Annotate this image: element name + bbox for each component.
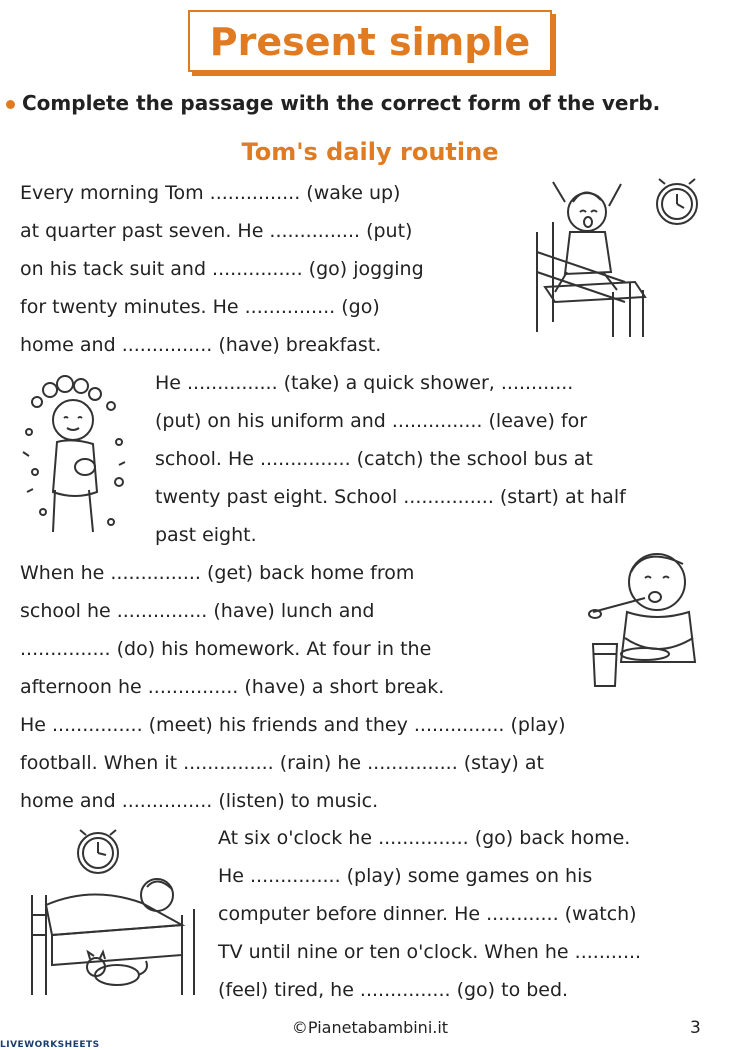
- liveworksheets-watermark: LIVEWORKSHEETS: [0, 1040, 100, 1050]
- passage-line: home and ............... (listen) to music.: [20, 790, 379, 812]
- passage-line: He ............... (meet) his friends and they ............... (play): [20, 714, 566, 736]
- passage-line: at quarter past seven. He ............... (put): [20, 220, 413, 242]
- passage-line: twenty past eight. School ............... (start) at half: [155, 486, 626, 508]
- passage-line: When he ............... (get) back home from: [20, 562, 415, 584]
- passage-line: afternoon he ............... (have) a short break.: [20, 676, 445, 698]
- passage-line: computer before dinner. He ............ (watch): [218, 903, 637, 925]
- waking-up-boy-illustration: [525, 172, 735, 342]
- page-number: 3: [690, 1018, 701, 1038]
- bullet-icon: [6, 100, 15, 109]
- title-box: [188, 10, 552, 72]
- passage-line: He ............... (take) a quick shower, ............: [155, 372, 574, 394]
- passage-line: (put) on his uniform and ............... (leave) for: [155, 410, 588, 432]
- passage-line: on his tack suit and ............... (go) jogging: [20, 258, 424, 280]
- instruction-text: Complete the passage with the correct form of the verb.: [22, 91, 661, 115]
- passage-line: At six o'clock he ............... (go) back home.: [218, 827, 631, 849]
- passage-line: past eight.: [155, 524, 257, 546]
- passage-line: TV until nine or ten o'clock. When he ...........: [218, 941, 642, 963]
- passage-line: Every morning Tom ............... (wake up): [20, 182, 401, 204]
- passage-line: (feel) tired, he ............... (go) to bed.: [218, 979, 569, 1001]
- showering-boy-illustration: [15, 372, 140, 542]
- passage-line: for twenty minutes. He ............... (go): [20, 296, 380, 318]
- passage-line: football. When it ............... (rain) he ............... (stay) at: [20, 752, 544, 774]
- passage-line: He ............... (play) some games on his: [218, 865, 593, 887]
- passage-line: school he ............... (have) lunch and: [20, 600, 375, 622]
- eating-boy-illustration: [585, 542, 735, 692]
- sleeping-boy-illustration: [22, 825, 212, 1005]
- page-title: Present simple: [209, 20, 531, 64]
- passage-line: ............... (do) his homework. At four in the: [20, 638, 432, 660]
- passage-line: school. He ............... (catch) the school bus at: [155, 448, 593, 470]
- passage-line: home and ............... (have) breakfast.: [20, 334, 382, 356]
- copyright-text: ©Pianetabambini.it: [291, 1018, 449, 1037]
- passage-title: Tom's daily routine: [241, 138, 499, 166]
